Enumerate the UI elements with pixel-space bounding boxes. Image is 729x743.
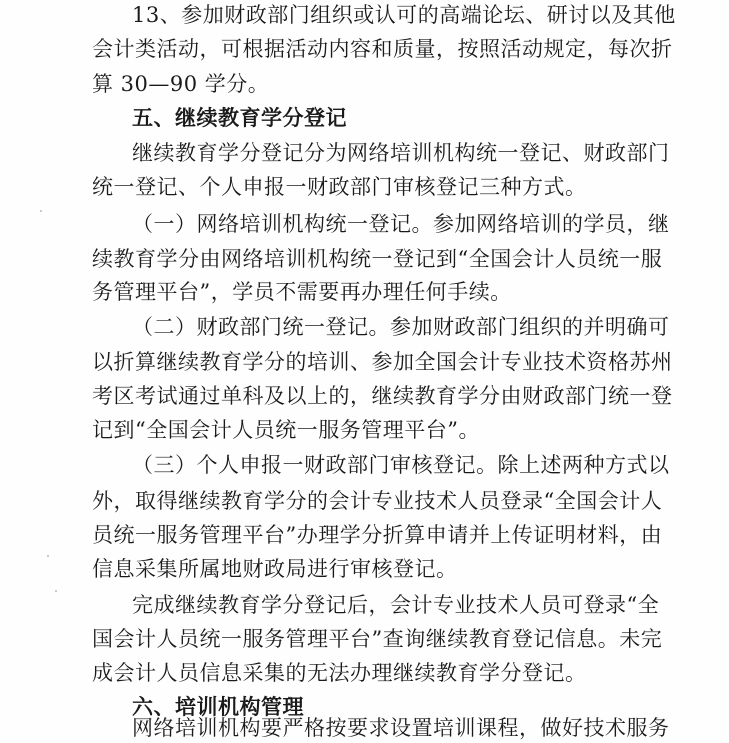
item-three-line-1: （三）个人申报一财政部门审核登记。除上述两种方式以 — [132, 453, 670, 477]
item-one-line-1: （一）网络培训机构统一登记。参加网络培训的学员，继 — [132, 212, 670, 236]
completion-line-1: 完成继续教育学分登记后，会计专业技术人员可登录“全 — [132, 593, 660, 617]
item-three-line-4: 信息采集所属地财政局进行审核登记。 — [92, 557, 458, 581]
section-heading-six: 六、培训机构管理 — [132, 695, 304, 719]
section-heading-five: 五、继续教育学分登记 — [132, 106, 347, 130]
paragraph-13-line-1: 13、参加财政部门组织或认可的高端论坛、研讨以及其他 — [132, 3, 676, 27]
section-five-intro-line-1: 继续教育学分登记分为网络培训机构统一登记、财政部门 — [132, 141, 670, 165]
paragraph-13-line-2: 会计类活动，可根据活动内容和质量，按照活动规定，每次折 — [92, 37, 673, 61]
item-two-line-3: 考区考试通过单科及以上的，继续教育学分由财政部门统一登 — [92, 384, 673, 408]
item-three-line-3: 员统一服务管理平台”办理学分折算申请并上传证明材料，由 — [92, 523, 663, 547]
scan-speck — [40, 210, 42, 212]
section-six-line-1: 网络培训机构要严格按要求设置培训课程，做好技术服务 — [132, 716, 670, 740]
completion-line-3: 成会计人员信息采集的无法办理继续教育学分登记。 — [92, 661, 587, 685]
item-one-line-3: 务管理平台”，学员不需要再办理任何手续。 — [92, 280, 512, 304]
item-one-line-2: 续教育学分由网络培训机构统一登记到“全国会计人员统一服 — [92, 247, 663, 271]
section-five-intro-line-2: 统一登记、个人申报一财政部门审核登记三种方式。 — [92, 175, 587, 199]
item-three-line-2: 外，取得继续教育学分的会计专业技术人员登录“全国会计人 — [92, 489, 663, 513]
scan-speck — [55, 590, 57, 592]
item-two-line-2: 以折算继续教育学分的培训、参加全国会计专业技术资格苏州 — [92, 350, 673, 374]
completion-line-2: 国会计人员统一服务管理平台”查询继续教育登记信息。未完 — [92, 627, 663, 651]
item-two-line-1: （二）财政部门统一登记。参加财政部门组织的并明确可 — [132, 315, 670, 339]
scan-speck — [47, 555, 49, 557]
paragraph-13-line-3: 算 30—90 学分。 — [92, 72, 270, 96]
item-two-line-4: 记到“全国会计人员统一服务管理平台”。 — [92, 418, 480, 442]
